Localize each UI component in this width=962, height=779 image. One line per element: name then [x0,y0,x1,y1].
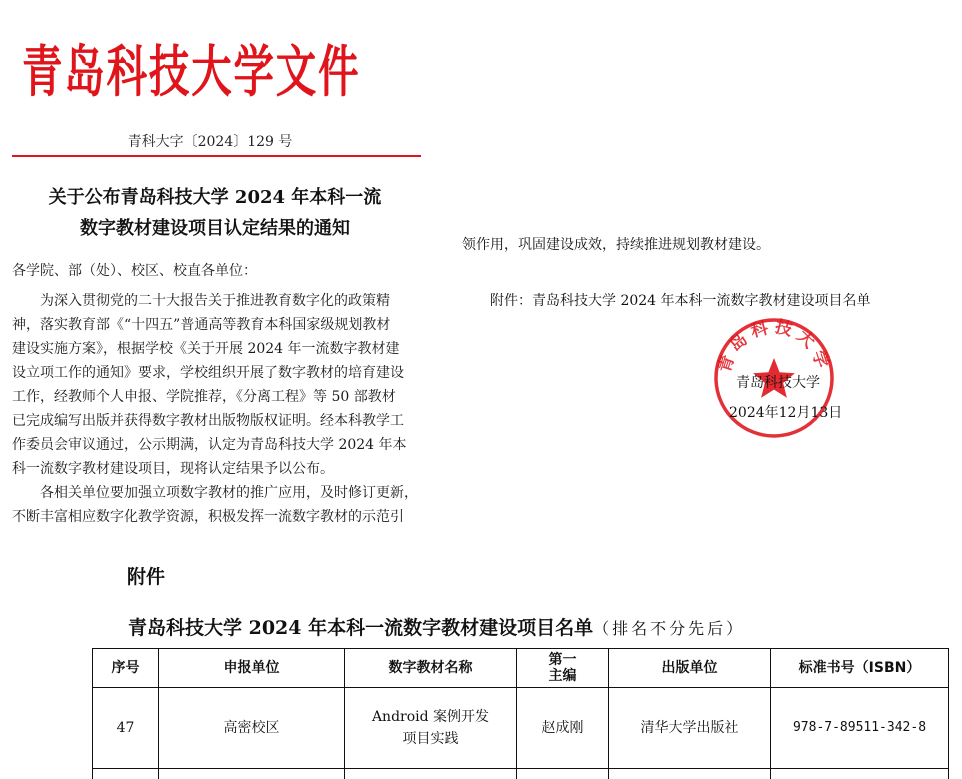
header-isbn: 标准书号（ISBN） [771,649,949,688]
body-line: 各相关单位要加强立项数字教材的推广应用，及时修订更新， [12,481,424,505]
header-publisher: 出版单位 [609,649,771,688]
body-line: 建设实施方案》，根据学校《关于开展 2024 年一流数字教材建 [12,337,424,361]
document-number: 青科大字〔2024〕129 号 [60,131,360,151]
body-line: 神，落实教育部《“十四五”普通高等教育本科国家级规划教材 [12,313,424,337]
table-row-partial [93,769,949,779]
body-line: 科一流数字教材建设项目，现将认定结果予以公布。 [12,457,424,481]
cell-unit: 高密校区 [159,688,345,769]
red-divider [12,155,421,157]
attachment-list-title [128,613,745,640]
cell-no: 47 [93,688,159,769]
attachment-heading: 附件 [127,562,165,589]
header-unit: 申报单位 [159,649,345,688]
body-line: 工作，经教师个人申报、学院推荐，《分离工程》等 50 部教材 [12,385,424,409]
signature-date: 2024年12月13日 [729,402,842,422]
notice-title-line-1: 关于公布青岛科技大学 2024 年本科一流 [20,183,410,209]
body-line: 作委员会审议通过，公示期满，认定为青岛科技大学 2024 年本 [12,433,424,457]
table-row [93,688,949,769]
cell-empty [609,769,771,779]
letterhead-title: 青岛科技大学文件 [22,18,398,127]
body-line: 为深入贯彻党的二十大报告关于推进教育数字化的政策精 [12,289,424,313]
notice-title-line-2: 数字教材建设项目认定结果的通知 [20,214,410,240]
cell-textbook-line2: 项目实践 [403,731,459,747]
header-editor-line2: 主编 [549,668,577,684]
list-title-main: 青岛科技大学 2024 年本科一流数字教材建设项目名单 [128,617,593,639]
header-textbook: 数字教材名称 [345,649,517,688]
body-line: 已完成编写出版并获得数字教材出版物版权证明。经本科教学工 [12,409,424,433]
cell-editor: 赵成刚 [517,688,609,769]
cell-empty [93,769,159,779]
cell-empty [159,769,345,779]
body-continuation: 领作用，巩固建设成效，持续推进规划教材建设。 [462,234,770,254]
cell-textbook-line1: Android 案例开发 [372,709,489,725]
header-editor [517,649,609,688]
cell-textbook [345,688,517,769]
cell-empty [517,769,609,779]
cell-isbn: 978-7-89511-342-8 [771,688,949,769]
cell-empty [771,769,949,779]
project-table [92,648,949,779]
header-no: 序号 [93,649,159,688]
table-header-row [93,649,949,688]
header-editor-line1: 第一 [549,652,577,668]
notice-body [12,289,424,529]
list-title-note: （排名不分先后） [593,619,745,638]
body-line: 设立项工作的通知》要求，学校组织开展了数字教材的培育建设 [12,361,424,385]
body-line: 不断丰富相应数字化教学资源，积极发挥一流数字教材的示范引 [12,505,424,529]
salutation: 各学院、部（处）、校区、校直各单位： [12,261,257,281]
cell-empty [345,769,517,779]
signature-organization: 青岛科技大学 [736,372,820,392]
svg-text:青岛科技大学: 青岛科技大学 [714,316,835,375]
attachment-reference: 附件：青岛科技大学 2024 年本科一流数字教材建设项目名单 [490,290,871,310]
cell-publisher: 清华大学出版社 [609,688,771,769]
